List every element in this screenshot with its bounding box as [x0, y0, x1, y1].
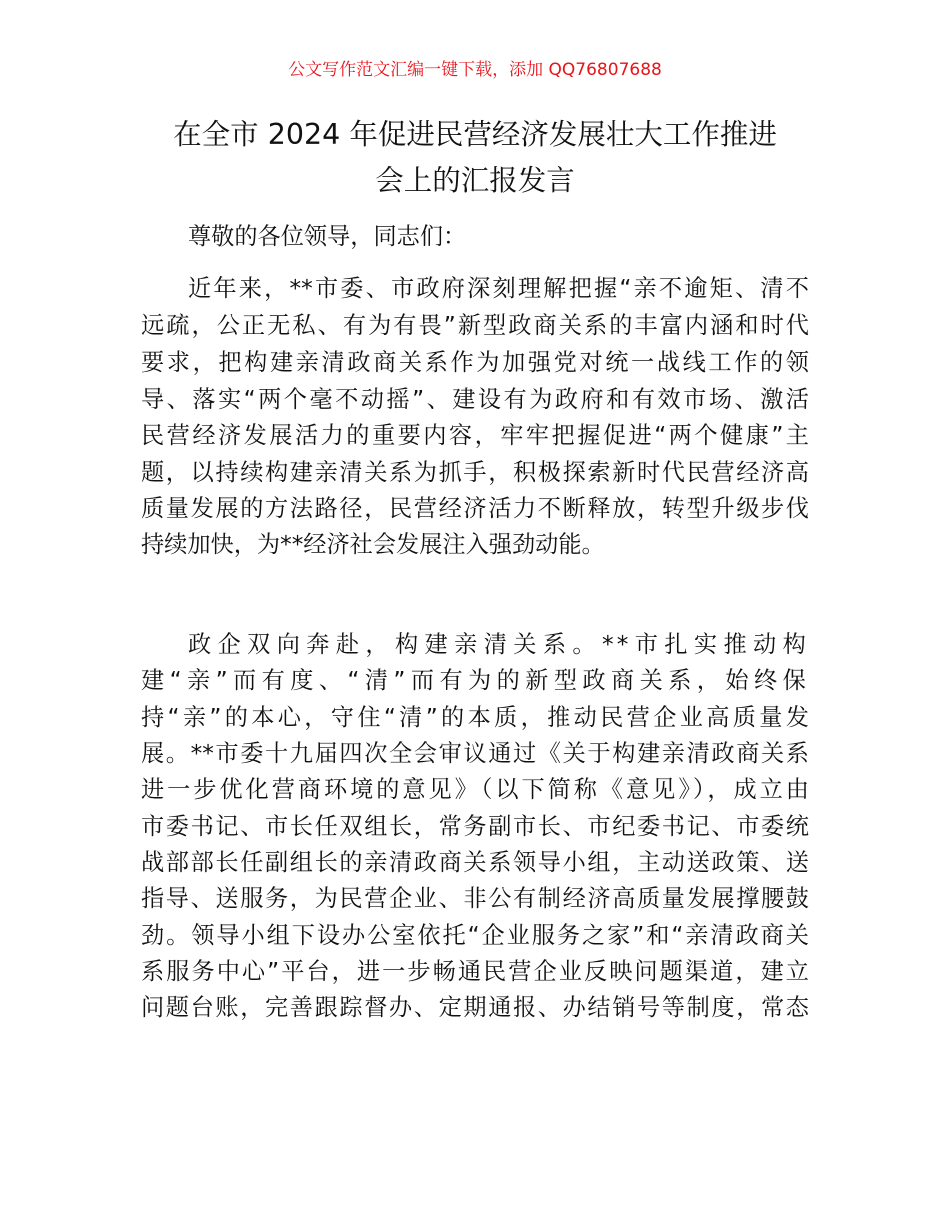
- paragraph-1-line: 题，以持续构建亲清关系为抓手，积极探索新时代民营经济高: [141, 459, 809, 486]
- paragraph-2-line: 持“亲”的本心，守住“清”的本质，推动民营企业高质量发: [141, 704, 809, 731]
- paragraph-2-line: 进一步优化营商环境的意见》（以下简称《意见》），成立由: [141, 776, 809, 803]
- paragraph-2-line: 指导、送服务，为民营企业、非公有制经济高质量发展撑腰鼓: [141, 885, 809, 912]
- paragraph-2-line: 建“亲”而有度、“清”而有为的新型政商关系，始终保: [141, 667, 809, 694]
- paragraph-1-line: 导、落实“两个毫不动摇”、建设有为政府和有效市场、激活: [141, 386, 809, 413]
- document-title-line-1: 在全市 2024 年促进民营经济发展壮大工作推进: [173, 118, 777, 151]
- paragraph-2-line: 市委书记、市长任双组长，常务副市长、市纪委书记、市委统: [141, 813, 809, 840]
- paragraph-1-line: 质量发展的方法路径，民营经济活力不断释放，转型升级步伐: [141, 495, 809, 522]
- download-promo-banner: 公文写作范文汇编一键下载，添加 QQ76807688: [288, 60, 662, 80]
- paragraph-2-line: 系服务中心”平台，进一步畅通民营企业反映问题渠道，建立: [141, 958, 809, 985]
- paragraph-1-line: 要求，把构建亲清政商关系作为加强党对统一战线工作的领: [141, 349, 809, 376]
- paragraph-1-line: 近年来，**市委、市政府深刻理解把握“亲不逾矩、清不: [188, 275, 809, 302]
- salutation: 尊敬的各位领导，同志们：: [188, 223, 467, 250]
- document-title-line-2: 会上的汇报发言: [375, 164, 575, 197]
- paragraph-2-line: 战部部长任副组长的亲清政商关系领导小组，主动送政策、送: [141, 849, 809, 876]
- paragraph-1-line: 民营经济发展活力的重要内容，牢牢把握促进“两个健康”主: [141, 422, 809, 449]
- paragraph-2-line: 政企双向奔赴，构建亲清关系。**市扎实推动构: [188, 631, 809, 658]
- paragraph-2-line: 问题台账，完善跟踪督办、定期通报、办结销号等制度，常态: [141, 994, 809, 1021]
- paragraph-2-line: 展。**市委十九届四次全会审议通过《关于构建亲清政商关系: [141, 740, 809, 767]
- paragraph-1-line: 持续加快，为**经济社会发展注入强劲动能。: [141, 531, 605, 558]
- paragraph-2-line: 劲。领导小组下设办公室依托“企业服务之家”和“亲清政商关: [141, 922, 809, 949]
- paragraph-1-line: 远疏，公正无私、有为有畏”新型政商关系的丰富内涵和时代: [141, 312, 809, 339]
